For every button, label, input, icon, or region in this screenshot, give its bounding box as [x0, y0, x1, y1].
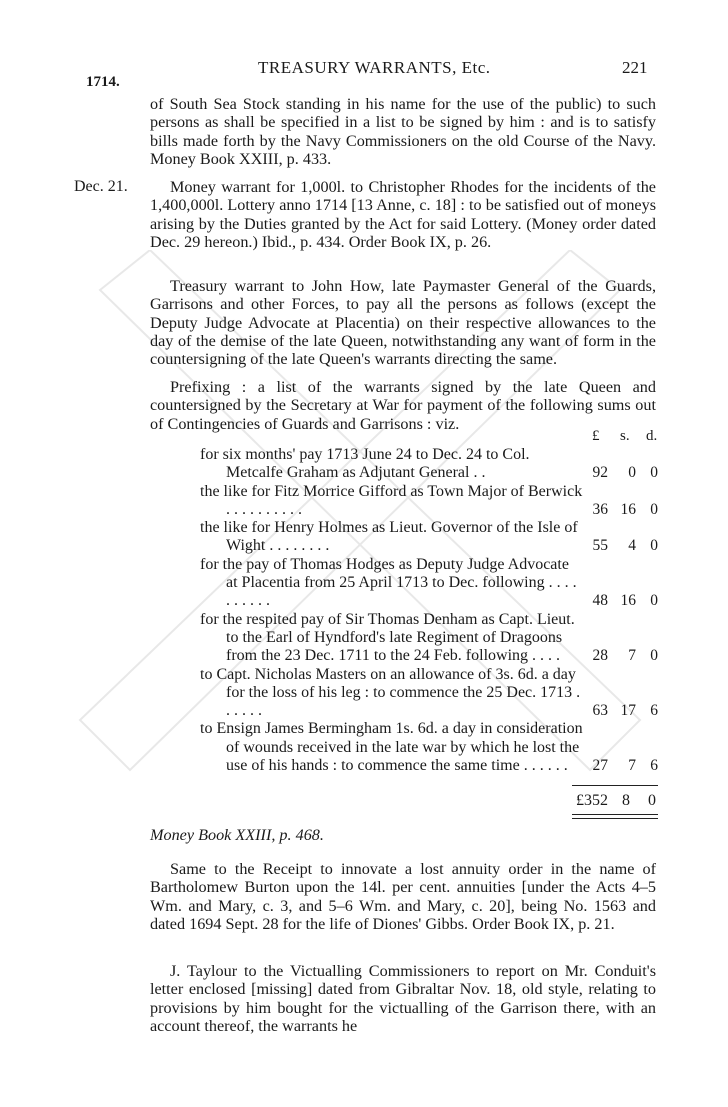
list-item: to Capt. Nicholas Masters on an allowance of 3s. 6d. a day for the loss of his leg : to commence the 25 Dec. 1713 . . . . . . 63 17 6 [200, 665, 658, 720]
margin-date: Dec. 21. [74, 178, 128, 195]
warrant-list [200, 446, 668, 775]
entry-continuation: of South Sea Stock standing in his name for the use of the public) to such persons as shall be specified in a list to be signed by him : and is to satisfy bills made forth by the Navy Commissioners on the old Course of the Navy. Money Book XXIII, p. 433. [150, 95, 656, 168]
total-pence: 0 [648, 792, 656, 809]
entry-annuity-order: Same to the Receipt to innovate a lost annuity order in the name of Bartholomew Burton upon the 14l. per cent. annuities [under the Acts 4–5 Wm. and Mary, c. 3, and 5–6 Wm. and Mary, c. 20], being No. 1563 and dated 1694 Sept. 28 for the life of Diones' Gibbs. Order Book IX, p. 21. [150, 860, 656, 933]
double-rule-bottom [572, 818, 658, 819]
page-header [0, 58, 728, 88]
list-item: to Ensign James Bermingham 1s. 6d. a day in consideration of wounds received in the late war by which he lost the use of his hands : to commence the same time . . . . . . 27 7 6 [200, 720, 658, 775]
pounds-head: £ [592, 428, 600, 444]
list-item: for the pay of Thomas Hodges as Deputy Judge Advocate at Placentia from 25 April 1713 to Dec. following . . . . . . . . . . 48 16 0 [200, 555, 658, 610]
list-item: for six months' pay 1713 June 24 to Dec. 24 to Col. Metcalfe Graham as Adjutant General . . 92 0 0 [200, 446, 658, 482]
page-number: 221 [622, 58, 648, 77]
shillings-head: s. [620, 428, 630, 444]
double-rule-top [572, 814, 658, 815]
margin-year: 1714. [86, 74, 120, 90]
money-book-reference: Money Book XXIII, p. 468. [150, 826, 324, 844]
entry-money-warrant: Money warrant for 1,000l. to Christopher Rhodes for the incidents of the 1,400,000l. Lottery anno 1714 [13 Anne, c. 18] : to be satisfied out of moneys arising by the Duties granted by the Act for said Lottery. (Money order dated Dec. 29 hereon.) Ibid., p. 434. Order Book IX, p. 26. [150, 178, 656, 251]
entry-treasury-warrant: Treasury warrant to John How, late Paymaster General of the Guards, Garrisons and other Forces, to pay all the persons as follows (except the Deputy Judge Advocate at Placentia) on their respective allowances to the day of the demise of the late Queen, notwithstanding any want of form in the countersigning of the late Queen's warrants directing the same. [150, 277, 656, 369]
entry-prefixing: Prefixing : a list of the warrants signed by the late Queen and countersigned by the Secretary at War for payment of the following sums out of Contingencies of Guards and Garrisons : viz. [150, 378, 656, 433]
entry-victualling: J. Taylour to the Victualling Commissioners to report on Mr. Conduit's letter enclosed [missing] dated from Gibraltar Nov. 18, old style, relating to provisions by him bought for the victualling of the Garrison there, with an account thereof, the warrants he [150, 962, 656, 1035]
total-pounds: £352 [576, 792, 608, 809]
running-title: TREASURY WARRANTS, Etc. [258, 58, 491, 77]
list-item: the like for Fitz Morrice Gifford as Town Major of Berwick . . . . . . . . . . 36 16 0 [200, 482, 658, 518]
total-rule [572, 785, 658, 786]
pence-head: d. [646, 428, 658, 444]
total-shillings: 8 [622, 792, 630, 809]
list-item: the like for Henry Holmes as Lieut. Governor of the Isle of Wight . . . . . . . . 55 4 0 [200, 519, 658, 555]
list-item: for the respited pay of Sir Thomas Denham as Capt. Lieut. to the Earl of Hyndford's late Regiment of Dragoons from the 23 Dec. 1711 to the 24 Feb. following . . . . 28 7 0 [200, 610, 658, 665]
